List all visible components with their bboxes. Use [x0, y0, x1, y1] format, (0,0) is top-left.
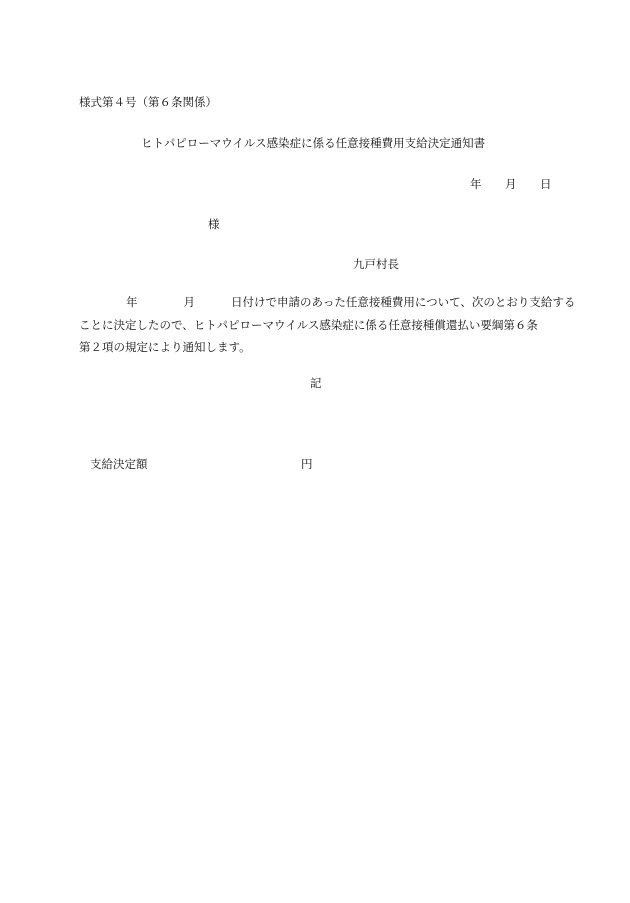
ki-heading: 記 [310, 376, 322, 390]
form-number: 様式第４号（第６条関係） [79, 95, 217, 109]
body-line-2: ことに決定したので、ヒトパピローマウイルス感染症に係る任意接種償還払い要綱第６条 [79, 318, 538, 332]
amount-label: 支給決定額 [90, 457, 148, 471]
body-year-label: 年 [126, 295, 138, 309]
body-line-1-text: 日付けで申請のあった任意接種費用について、次のとおり支給する [231, 295, 576, 309]
body-line-1 [79, 295, 576, 309]
amount-unit: 円 [301, 457, 313, 471]
body-month-label: 月 [183, 295, 195, 309]
document-title: ヒトパピローマウイルス感染症に係る任意接種費用支給決定通知書 [141, 136, 486, 150]
issuer-name: 九戸村長 [353, 257, 399, 271]
date-month-label: 月 [505, 177, 517, 191]
body-line-3: 第２項の規定により通知します。 [79, 340, 251, 354]
date-day-label: 日 [540, 177, 552, 191]
addressee-honorific: 様 [208, 217, 220, 231]
date-year-label: 年 [470, 177, 482, 191]
